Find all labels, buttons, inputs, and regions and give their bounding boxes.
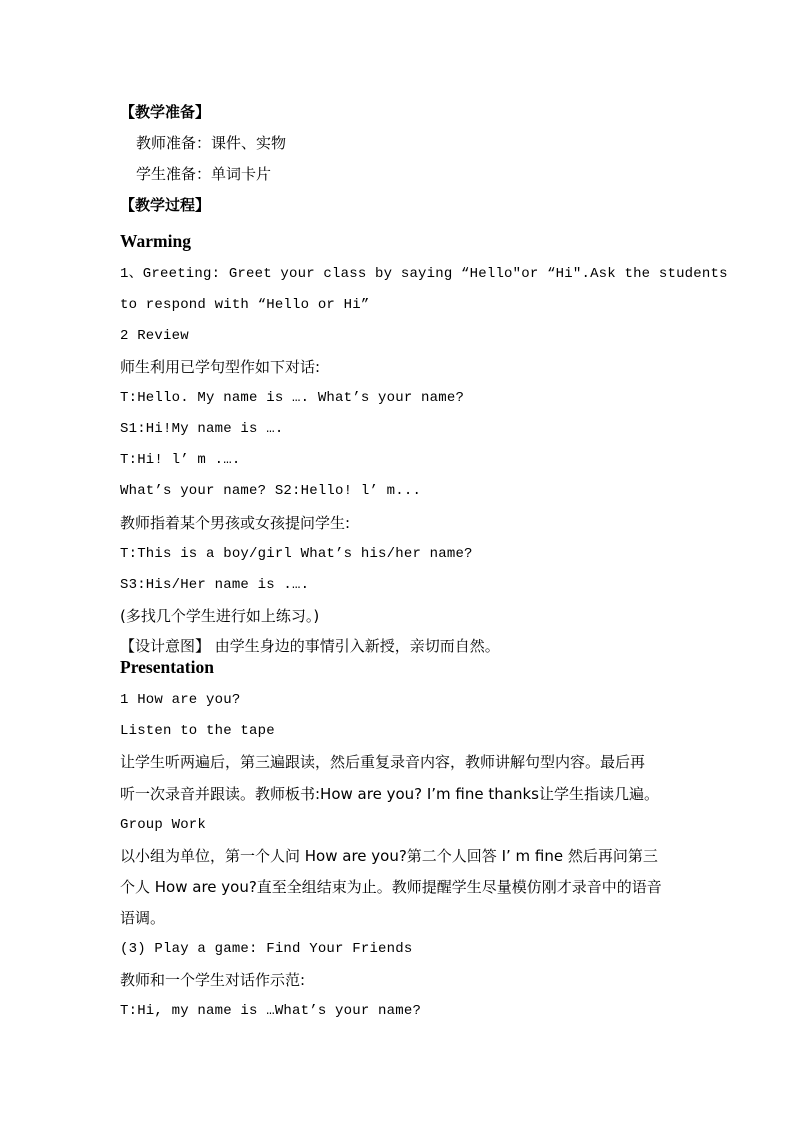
warming-line: 教师指着某个男孩或女孩提问学生:: [120, 514, 351, 532]
presentation-line: T:Hi, my name is …What’s your name?: [120, 1003, 422, 1019]
student-prep: 学生准备：单词卡片: [136, 165, 272, 183]
presentation-line: 教师和一个学生对话作示范:: [120, 971, 306, 989]
presentation-line: 1 How are you?: [120, 692, 241, 708]
presentation-line: (3) Play a game: Find Your Friends: [120, 941, 413, 957]
warming-heading: Warming: [120, 231, 191, 251]
prep-heading: 【教学准备】: [120, 103, 211, 121]
presentation-line: Listen to the tape: [120, 723, 275, 739]
warming-line: 1、Greeting: Greet your class by saying “Hello"or “Hi".Ask the students: [120, 266, 728, 282]
warming-line: to respond with “Hello or Hi”: [120, 297, 370, 313]
presentation-line: 让学生听两遍后，第三遍跟读，然后重复录音内容，教师讲解句型内容。最后再: [120, 753, 646, 771]
warming-line: S3:His/Her name is .….: [120, 577, 310, 593]
warming-line: S1:Hi!My name is ….: [120, 421, 284, 437]
presentation-heading: Presentation: [120, 657, 214, 677]
presentation-line: Group Work: [120, 817, 207, 833]
warming-line: 2 Review: [120, 328, 189, 344]
presentation-line: 听一次录音并跟读。教师板书:How are you? I’m fine thanks让学生指读几遍。: [120, 785, 659, 803]
warming-line: (多找几个学生进行如上练习。): [120, 607, 320, 625]
warming-line: T:Hello. My name is …. What’s your name?: [120, 390, 465, 406]
warming-line: T:Hi! l’ m .….: [120, 452, 241, 468]
warming-line: What’s your name? S2:Hello! l’ m...: [120, 483, 422, 499]
presentation-line: 语调。: [120, 909, 166, 927]
warming-line: T:This is a boy/girl What’s his/her name?: [120, 546, 473, 562]
presentation-line: 个人 How are you?直至全组结束为止。教师提醒学生尽量模仿刚才录音中的语音: [120, 878, 662, 896]
presentation-line: 以小组为单位，第一个人问 How are you?第二个人回答 I’ m fine 然后再问第三: [120, 847, 658, 865]
design-intent: 【设计意图】 由学生身边的事情引入新授，亲切而自然。: [120, 637, 500, 655]
teacher-prep: 教师准备：课件、实物: [136, 134, 287, 152]
warming-line: 师生利用已学句型作如下对话:: [120, 358, 321, 376]
process-heading: 【教学过程】: [120, 196, 211, 214]
